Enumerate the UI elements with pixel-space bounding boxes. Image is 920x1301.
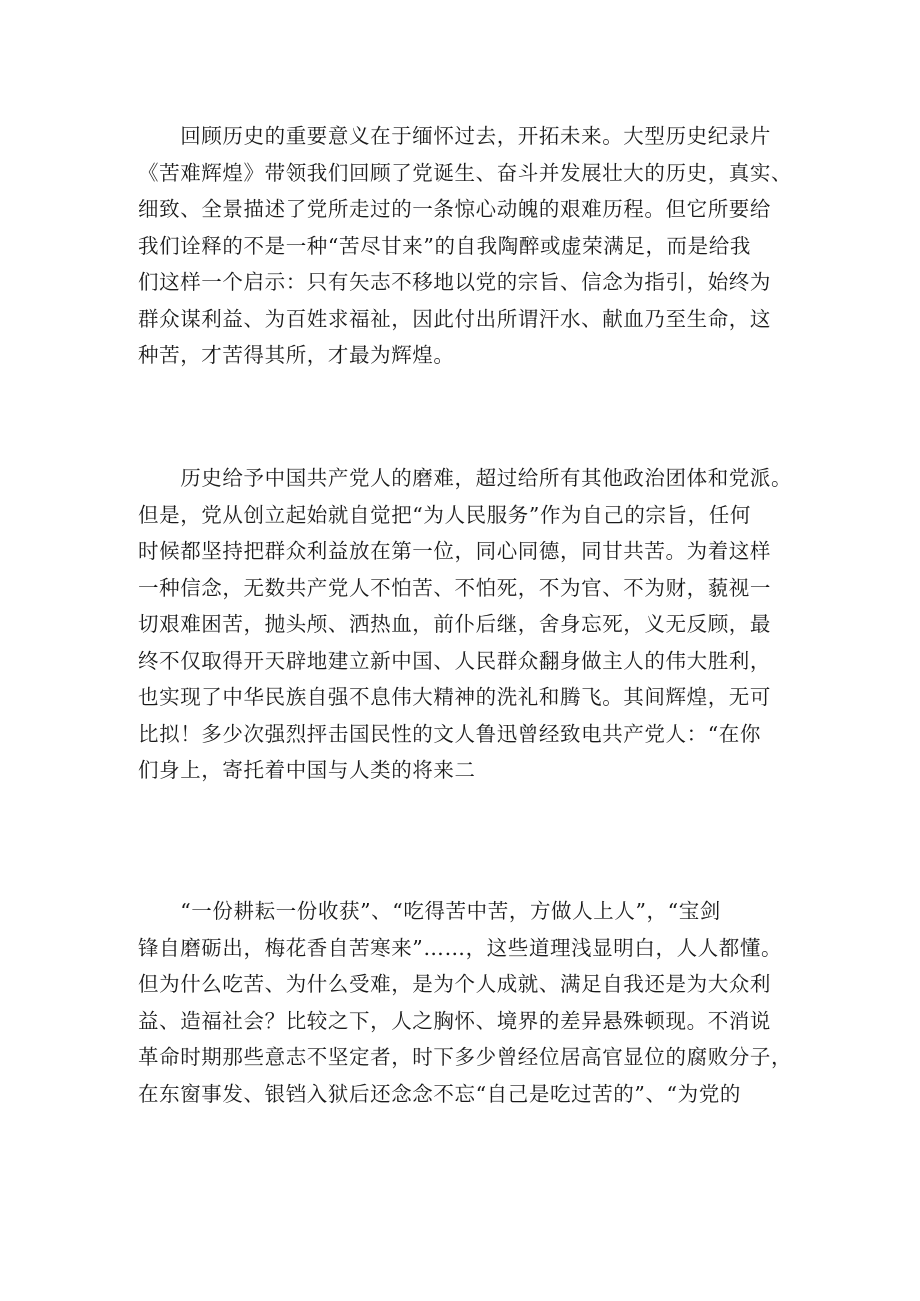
text-line: 革命时期那些意志不坚定者，时下多少曾经位居高官显位的腐败分子， <box>138 1045 793 1069</box>
text-line: 比拟！多少次强烈抨击国民性的文人鲁迅曾经致电共产党人：“在你 <box>138 721 761 746</box>
text-line: “一份耕耘一份收获”、“吃得苦中苦，方做人上人”，“宝剑 <box>138 899 721 923</box>
text-line: 种苦，才苦得其所，才最为辉煌。 <box>138 343 455 367</box>
paragraph-2 <box>138 460 798 789</box>
paragraph-1 <box>138 118 798 374</box>
text-line: 切艰难困苦，抛头颅、洒热血，前仆后继，舍身忘死，义无反顾，最 <box>138 612 771 636</box>
paragraph-3 <box>138 893 798 1112</box>
text-line: 们这样一个启示：只有矢志不移地以党的宗旨、信念为指引，始终为 <box>138 270 771 294</box>
text-line: 回顾历史的重要意义在于缅怀过去，开拓未来。大型历史纪录片 <box>138 124 771 148</box>
text-line: 但为什么吃苦、为什么受难，是为个人成就、满足自我还是为大众利 <box>138 972 771 996</box>
text-line: 细致、全景描述了党所走过的一条惊心动魄的艰难历程。但它所要给 <box>138 197 771 221</box>
text-line: 群众谋利益、为百姓求福祉，因此付出所谓汗水、献血乃至生命，这 <box>138 306 771 331</box>
text-line: 时候都坚持把群众利益放在第一位，同心同德，同甘共苦。为着这样 <box>138 539 771 563</box>
text-line: 我们诠释的不是一种“苦尽甘来”的自我陶醉或虚荣满足，而是给我 <box>138 233 751 258</box>
text-line: 终不仅取得开天辟地建立新中国、人民群众翻身做主人的伟大胜利， <box>138 648 771 673</box>
text-line: 锋自磨砺出，梅花香自苦寒来”……，这些道理浅显明白，人人都懂。 <box>138 935 783 960</box>
text-line: 但是，党从创立起始就自觉把“为人民服务”作为自己的宗旨，任何 <box>138 502 751 527</box>
text-line: 在东窗事发、银铛入狱后还念念不忘“自己是吃过苦的”、“为党的 <box>138 1081 741 1106</box>
text-line: 《苦难辉煌》带领我们回顾了党诞生、奋斗并发展壮大的历史，真实、 <box>138 160 793 185</box>
text-line: 也实现了中华民族自强不息伟大精神的洗礼和腾飞。其间辉煌，无可 <box>138 685 771 709</box>
text-line: 历史给予中国共产党人的磨难，超过给所有其他政治团体和党派。 <box>138 466 793 490</box>
text-line: 益、造福社会？比较之下，人之胸怀、境界的差异悬殊顿现。不消说 <box>138 1008 771 1033</box>
text-line: 一种信念，无数共产党人不怕苦、不怕死，不为官、不为财，藐视一 <box>138 575 771 600</box>
text-line: 们身上，寄托着中国与人类的将来二 <box>138 758 476 782</box>
